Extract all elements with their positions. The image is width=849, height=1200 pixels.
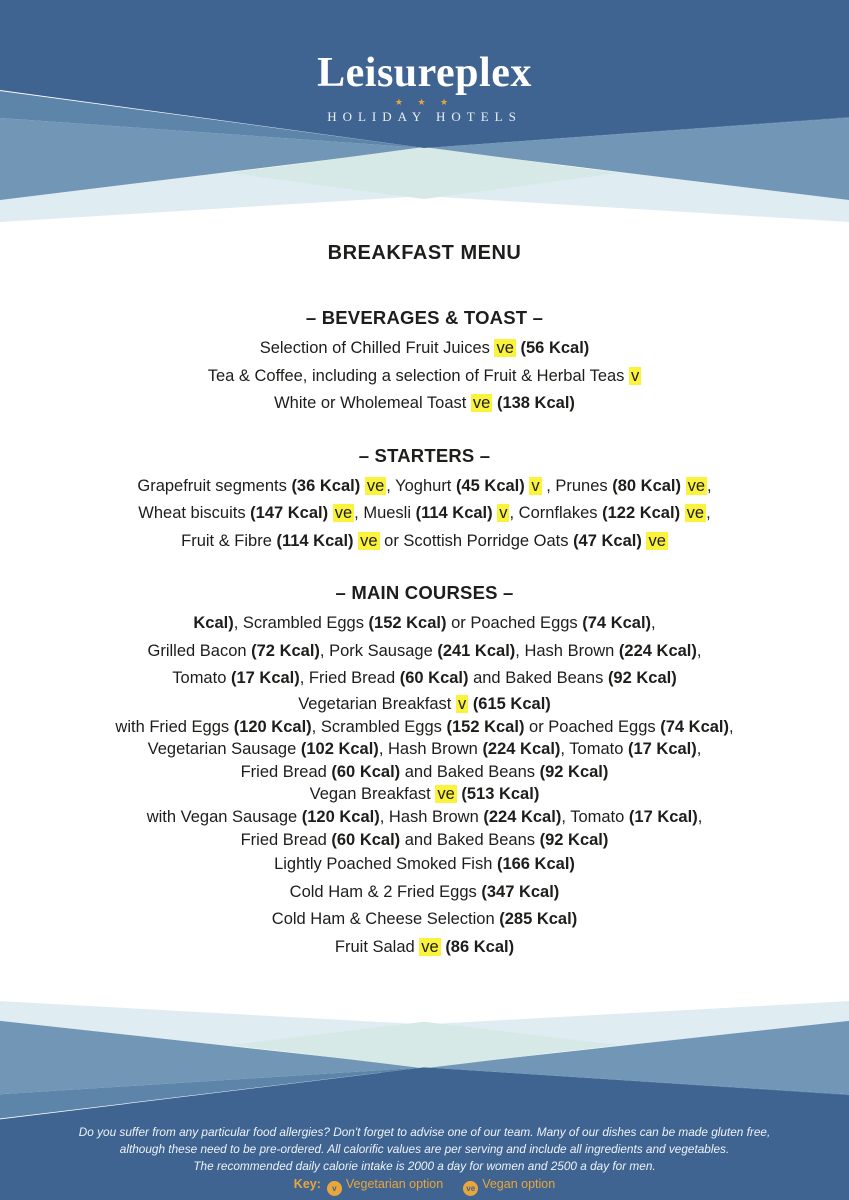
menu-section	[0, 582, 849, 961]
menu-line	[0, 528, 849, 556]
menu-text: (17 Kcal)	[628, 808, 698, 826]
menu-text: , Fried Bread	[299, 669, 400, 687]
menu-text: (45 Kcal)	[455, 476, 525, 495]
menu-text: (615 Kcal)	[472, 694, 551, 713]
menu-text: , Scrambled Eggs	[233, 614, 369, 632]
menu-text: , Muesli	[354, 504, 416, 522]
menu-text	[681, 477, 686, 495]
vegan-label: Vegan option	[482, 1177, 556, 1191]
menu-content	[0, 242, 849, 988]
brand-logo	[0, 50, 849, 125]
menu-text: (347 Kcal)	[481, 882, 560, 901]
menu-text: , Yoghurt	[386, 476, 456, 495]
menu-text: , Prunes	[541, 476, 613, 495]
menu-text: White or Wholemeal Toast	[274, 394, 471, 412]
menu-text: Fruit Salad	[334, 937, 420, 956]
menu-text: (224 Kcal)	[618, 641, 697, 660]
diet-badge: ve	[496, 339, 514, 357]
diet-badge: ve	[472, 394, 491, 412]
menu-text: (86 Kcal)	[445, 937, 515, 956]
menu-text: , Scrambled Eggs	[311, 717, 447, 736]
diet-badge: ve	[648, 531, 666, 550]
menu-text: Grapefruit segments	[137, 476, 292, 495]
menu-text: or Scottish Porridge Oats	[379, 531, 574, 550]
menu-text: (60 Kcal)	[331, 762, 401, 781]
menu-text: (17 Kcal)	[230, 669, 300, 687]
diet-badge: v	[499, 504, 508, 522]
diet-badge: v	[531, 476, 540, 495]
menu-text: and Baked Beans	[468, 669, 608, 687]
menu-text: (120 Kcal)	[233, 717, 312, 736]
menu-text: (166 Kcal)	[496, 855, 575, 873]
section-title: – STARTERS –	[358, 444, 491, 466]
menu-text: (36 Kcal)	[291, 476, 361, 495]
menu-text: (60 Kcal)	[331, 830, 401, 849]
menu-sections	[0, 307, 849, 961]
menu-text: Selection of Chilled Fruit Juices	[259, 339, 495, 357]
menu-line	[0, 851, 849, 879]
menu-text: ,	[706, 504, 711, 522]
menu-line	[0, 879, 849, 907]
brand-subtitle: HOLIDAY HOTELS	[327, 109, 522, 124]
menu-text: (138 Kcal)	[496, 394, 575, 412]
menu-text: , Pork Sausage	[319, 641, 438, 660]
menu-text: Tomato	[172, 669, 231, 687]
menu-text: (122 Kcal)	[602, 504, 681, 522]
footer-line: The recommended daily calorie intake is 2000 a day for women and 2500 a day for men.	[193, 1159, 656, 1173]
menu-line	[0, 638, 849, 666]
menu-text: (147 Kcal)	[250, 504, 329, 522]
menu-text: Fried Bread	[240, 762, 332, 781]
menu-text: (74 Kcal)	[582, 614, 652, 632]
diet-badge: ve	[421, 937, 439, 956]
menu-line	[0, 783, 849, 806]
menu-text: Cold Ham & Cheese Selection	[271, 910, 500, 928]
menu-text: (47 Kcal)	[573, 531, 642, 550]
page-title: BREAKFAST MENU	[327, 242, 522, 264]
menu-text: with Vegan Sausage	[146, 808, 302, 826]
diet-badge: ve	[437, 785, 455, 803]
diet-badge: ve	[687, 476, 706, 495]
menu-text: (56 Kcal)	[520, 339, 590, 357]
diet-badge: ve	[686, 504, 705, 522]
menu-text: ,	[697, 808, 703, 826]
menu-text: ,	[696, 641, 702, 660]
menu-line	[0, 738, 849, 761]
menu-text: ,	[707, 476, 712, 495]
footer-key	[0, 1175, 849, 1196]
menu-text: (92 Kcal)	[539, 762, 609, 781]
menu-text: , Tomato	[561, 808, 629, 826]
menu-text: (114 Kcal)	[415, 504, 493, 522]
menu-text: (152 Kcal)	[368, 614, 447, 632]
menu-text: or Poached Eggs	[524, 717, 661, 736]
menu-text: (80 Kcal)	[612, 476, 682, 495]
menu-text: and Baked Beans	[400, 830, 540, 849]
menu-text: or Poached Eggs	[446, 614, 583, 632]
menu-text: (74 Kcal)	[660, 717, 729, 736]
menu-line	[0, 761, 849, 784]
menu-text: with Fried Eggs	[115, 717, 234, 736]
menu-text: (120 Kcal)	[301, 808, 380, 826]
menu-text: (224 Kcal)	[483, 808, 562, 826]
section-title: – BEVERAGES & TOAST –	[305, 307, 544, 328]
menu-text: (241 Kcal)	[437, 641, 516, 660]
menu-text: ,	[729, 717, 734, 736]
menu-line	[0, 335, 849, 363]
menu-text: Wheat biscuits	[138, 504, 251, 522]
menu-text: ,	[696, 740, 702, 758]
menu-text: ,	[651, 614, 656, 632]
diet-badge: v	[631, 366, 640, 385]
key-label: Key:	[293, 1177, 321, 1191]
menu-text: Tea & Coffee, including a selection of Fruit & Herbal Teas	[207, 366, 630, 385]
menu-line	[0, 806, 849, 829]
vegetarian-badge-icon: v	[327, 1181, 342, 1196]
menu-text: (152 Kcal)	[446, 717, 525, 736]
menu-text: (72 Kcal)	[251, 641, 320, 660]
menu-text: and Baked Beans	[400, 762, 540, 781]
menu-text: Grilled Bacon	[147, 641, 252, 660]
vegetarian-label: Vegetarian option	[345, 1177, 444, 1191]
menu-line	[0, 906, 849, 934]
menu-line	[0, 829, 849, 852]
diet-badge: ve	[334, 504, 353, 522]
menu-text: (285 Kcal)	[499, 910, 578, 928]
menu-text: (224 Kcal)	[482, 740, 561, 758]
menu-text: Vegan Breakfast	[309, 785, 436, 803]
menu-line	[0, 363, 849, 391]
diet-badge: ve	[366, 476, 385, 495]
section-title: – MAIN COURSES –	[335, 582, 514, 603]
menu-line	[0, 934, 849, 962]
menu-line	[0, 716, 849, 739]
menu-line	[0, 390, 849, 418]
menu-line	[0, 665, 849, 693]
footer-line: Do you suffer from any particular food allergies? Don't forget to advise one of our team. Many of our dishes can be made gluten free,	[78, 1125, 771, 1139]
menu-text: , Hash Brown	[515, 641, 619, 660]
menu-text: , Tomato	[560, 740, 628, 758]
footer-allergy-notice	[0, 1124, 849, 1175]
diet-badge: v	[457, 694, 467, 713]
menu-text: , Hash Brown	[378, 740, 483, 758]
menu-line	[0, 500, 849, 528]
menu-text: (60 Kcal)	[399, 669, 469, 687]
menu-text: Lightly Poached Smoked Fish	[274, 855, 497, 873]
menu-text: Fruit & Fibre	[181, 531, 277, 550]
menu-text: Vegetarian Breakfast	[298, 694, 456, 713]
menu-text: Kcal)	[193, 614, 234, 632]
menu-text: (114 Kcal)	[276, 531, 354, 550]
menu-line	[0, 693, 849, 716]
diet-badge: ve	[360, 531, 378, 550]
menu-line	[0, 610, 849, 638]
menu-text: , Cornflakes	[509, 504, 603, 522]
menu-text: (17 Kcal)	[627, 740, 697, 758]
footer-line: although these need to be pre-ordered. All calorific values are per serving and include all ingredients and vegetables.	[119, 1142, 730, 1156]
menu-text: , Hash Brown	[379, 808, 484, 826]
menu-line	[0, 473, 849, 501]
brand-name: Leisureplex	[317, 50, 532, 96]
menu-text	[680, 504, 685, 522]
menu-text: Cold Ham & 2 Fried Eggs	[289, 882, 482, 901]
brand-stars-icon: ★ ★ ★	[394, 97, 455, 107]
menu-text: Fried Bread	[240, 830, 332, 849]
menu-text: (92 Kcal)	[607, 669, 677, 687]
vegan-badge-icon: ve	[463, 1181, 478, 1196]
menu-text: Vegetarian Sausage	[147, 740, 301, 758]
menu-section	[0, 307, 849, 418]
menu-text: (92 Kcal)	[539, 830, 609, 849]
menu-section	[0, 445, 849, 556]
menu-text: (102 Kcal)	[300, 740, 379, 758]
menu-text: (513 Kcal)	[461, 785, 540, 803]
